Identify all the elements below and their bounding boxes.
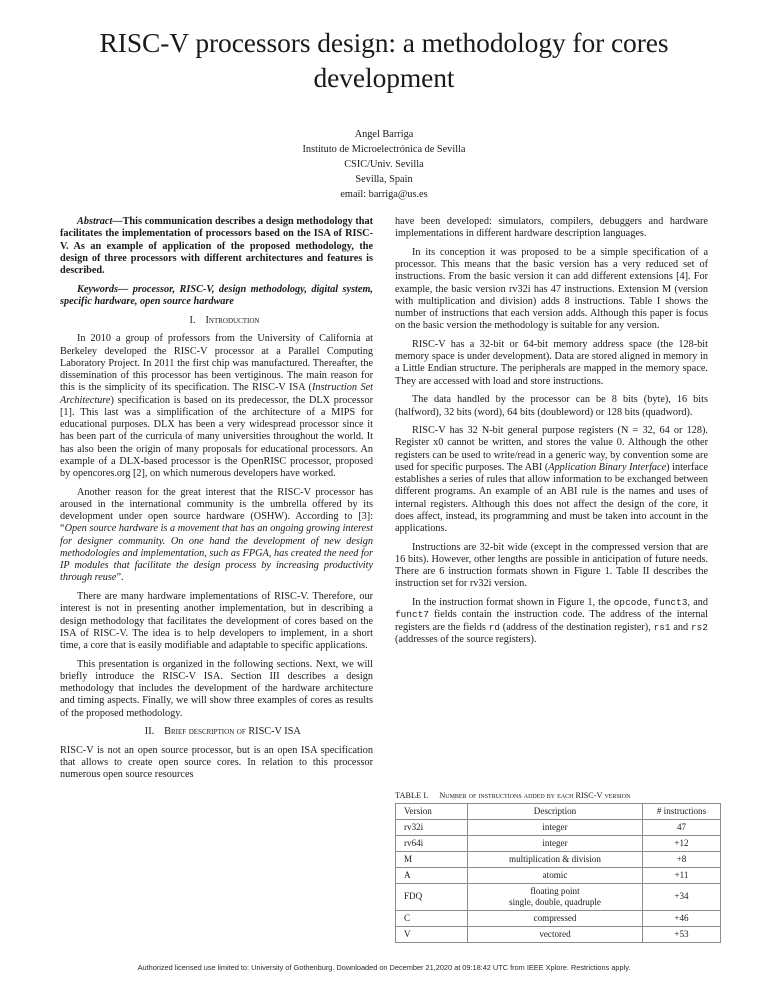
author-institute: Instituto de Microelectrónica de Sevilla (302, 144, 466, 156)
cell-version: rv32i (396, 819, 468, 835)
cell-version: M (396, 851, 468, 867)
paragraph-text-cont: ”. (116, 572, 124, 584)
cell-count: +34 (643, 883, 721, 910)
paragraph-section2-4: The data handled by the processor can be 8 bits (byte), 16 bits (halfword), 32 bits (word), 64 bits (doubleword) or 128 bits (quadword). (395, 394, 708, 418)
author-email: email: barriga@us.es (340, 189, 428, 201)
code-rs2: rs2 (690, 621, 709, 633)
column-header-version: Version (396, 803, 468, 819)
italic-application-binary-interface: Application Binary Interface (548, 461, 667, 473)
table-row (396, 910, 721, 926)
column-header-description: Description (468, 803, 643, 819)
paragraph-text: fields contain the instruction code. The address of the internal registers are the fields (395, 609, 708, 633)
cell-count: +11 (643, 867, 721, 883)
title-block (56, 26, 712, 95)
paragraph-intro-4: This presentation is organized in the following sections. Next, we will briefly introduce the RISC-V ISA. Section III describes a design methodology that includes the development of the hardware architecture and timing aspects. Finally, we will show three examples of cores as results of the proposed methodology. (60, 658, 373, 719)
author-block (56, 127, 712, 202)
paragraph-section2-7 (395, 597, 708, 646)
table-row (396, 819, 721, 835)
table-1-caption-tail: version (602, 791, 631, 800)
cell-count: +53 (643, 926, 721, 942)
column-right (395, 216, 708, 646)
paragraph-text: , and (687, 597, 708, 609)
paragraph-text: , (647, 597, 654, 609)
abstract-label: Abstract— (77, 216, 123, 227)
page-title: RISC-V processors design: a methodology for cores development (99, 27, 669, 93)
instructions-table (395, 803, 721, 943)
abstract-paragraph (60, 216, 373, 277)
keywords-paragraph (60, 284, 373, 309)
table-1-caption (395, 791, 708, 800)
table-row (396, 883, 721, 910)
code-funct3: funct3 (653, 597, 688, 609)
cell-description: integer (468, 819, 643, 835)
section-number: I. (189, 314, 196, 326)
cell-description-line2: single, double, quadruple (509, 896, 601, 907)
paragraph-text: Another reason for the great interest that the RISC-V processor has aroused in the international community is the umbrella offered by its development under open source hardware (OSHW). According to [3]: “ (60, 486, 373, 535)
cell-count: +8 (643, 851, 721, 867)
cell-description: vectored (468, 926, 643, 942)
table-row (396, 851, 721, 867)
author-name: Angel Barriga (354, 129, 414, 140)
code-opcode: opcode (613, 597, 648, 609)
table-1-caption-text: Number of instructions added by each (439, 791, 576, 800)
cell-count: +46 (643, 910, 721, 926)
paragraph-text-cont: ) specification is based on its predecessor, the DLX processor [1]. This last was a simplification of the architecture of a MIPS for educational purposes. DLX has been a very widespread processor since it has been part of the curricula of many universities throughout the world. It has also been the origin of many proposals for educational processors. An example of a DLX-based processor is the OpenRISC processor, proposed by opencores.org [2], on which numerous developers have worked. (60, 394, 373, 480)
cell-version: FDQ (396, 883, 468, 910)
cell-description: integer (468, 835, 643, 851)
paragraph-section2-3: RISC-V has a 32-bit or 64-bit memory address space (the 128-bit memory space is under development). Data are stored aligned in memory in a Little Endian structure. The peripherals are mapped in the memory space. They are accessed with load and store instructions. (395, 338, 708, 387)
paragraph-text: and (670, 621, 691, 633)
paragraph-section2-5 (395, 425, 708, 535)
paragraph-section2-6: Instructions are 32-bit wide (except in the compressed version that are 16 bits). However, other lengths are possible in anticipation of future needs. There are 6 instruction formats shown in Figure 1. Table II describes the instruction set for rv32i version. (395, 541, 708, 590)
table-header-row (396, 803, 721, 819)
paragraph-section2-1-cont: have been developed: simulators, compilers, debuggers and hardware implementations in different hardware description languages. (395, 216, 708, 240)
code-rs1: rs1 (653, 621, 671, 633)
cell-count: +12 (643, 835, 721, 851)
column-left (60, 216, 373, 782)
author-city: Sevilla, Spain (355, 174, 413, 186)
cell-description (468, 883, 643, 910)
table-1-label: TABLE I. (395, 791, 429, 800)
paragraph-text: RISC-V has 32 N-bit general purpose registers (N = 32, 64 or 128). Register x0 cannot be written, and stores the value 0. Although the other registers can be used to write/read in a generic way, by convention some are used for specific purposes. The ABI ( (395, 425, 708, 473)
paragraph-text: (addresses of the source registers). (395, 633, 537, 645)
table-row (396, 835, 721, 851)
paragraph-text: In 2010 a group of professors from the University of California at Berkeley developed the RISC-V processor at a Parallel Computing Laboratory Project. In 2011 the first chip was manufactured. Thereafter, the dissemination of this processor has been vertiginous. The main reason for this is the simplicity of its specification. The RISC-V ISA ( (60, 333, 373, 394)
cell-description: atomic (468, 867, 643, 883)
section-number: II. (144, 726, 155, 738)
paragraph-text-cont: ) interface establishes a series of rules that allow information to be exchanged between different programs. An example of an ABI rule is the names and uses of internal registers. Although this does not affect the design of the core, it does affect, instead, its programming and must be taken into account in the applications. (395, 461, 708, 535)
cell-count: 47 (643, 819, 721, 835)
paragraph-intro-2 (60, 487, 373, 585)
cell-version: A (396, 867, 468, 883)
code-funct7: funct7 (395, 609, 430, 621)
keywords-label: Keywords— (77, 283, 129, 295)
keywords-text: processor, RISC-V, design methodology, digital system, specific hardware, open source hardware (60, 283, 373, 308)
cell-description: multiplication & division (468, 851, 643, 867)
section-heading-brief-description (60, 726, 373, 738)
abstract-text: This communication describes a design methodology that facilitates the implementation of processors based on the ISA of RISC-V. As an example of application of the proposed methodology, the design of three processors with different architectures and features is described. (60, 216, 373, 277)
ieee-xplore-footer: Authorized licensed use limited to: University of Gothenburg. Downloaded on December 21,2020 at 09:18:42 UTC from IEEE Xplore. Restrictions apply. (137, 963, 631, 972)
section-title: Brief description of (164, 726, 249, 738)
column-header-instructions: # instructions (643, 803, 721, 819)
section-title: Introduction (205, 314, 260, 326)
paragraph-intro-3: There are many hardware implementations of RISC-V. Therefore, our interest is not in presenting another implementation, but in describing a design methodology that facilitates the development of cores based on the ISA of RISC-V. The idea is to help developers to implement, in a short time, a core that is easily modifiable and adaptable to specific applications. (60, 591, 373, 652)
paragraph-section2-2: In its conception it was proposed to be a simple specification of a processor. This means that the basic version has a very reduced set of instructions. From the basic version it can add different extensions [4]. For example, the basic version rv32i has 47 instructions. Extension M (version with multiplication and division) adds 8 instructions. Table I shows the number of instructions that each version adds. Although this paper is focus on the basic version the methodology is suitable for any version. (395, 246, 708, 332)
italic-quote-oshw: Open source hardware is a movement that has an ongoing growing interest for designer community. On one hand the development of new design methodologies and implementation, such as FPGA, has created the need for IP modules that facilitate the design process by increasing productivity through reuse (60, 523, 373, 584)
table-1-container (395, 791, 708, 943)
section-heading-introduction (60, 315, 373, 327)
section-title-caps: RISC-V ISA (248, 726, 301, 738)
paragraph-text: In the instruction format shown in Figure 1, the (412, 597, 614, 609)
code-rd: rd (488, 621, 500, 633)
paragraph-section2-1: RISC-V is not an open source processor, but is an open ISA specification that allows to create open source cores. In relation to this processor numerous open source resources (60, 744, 373, 781)
italic-instruction-set-architecture: Instruction Set Architecture (60, 382, 373, 406)
cell-description: compressed (468, 910, 643, 926)
table-row (396, 926, 721, 942)
cell-version: V (396, 926, 468, 942)
author-affiliation: CSIC/Univ. Sevilla (344, 159, 424, 171)
table-1-caption-caps: RISC-V (575, 791, 603, 800)
table-row (396, 867, 721, 883)
paragraph-text: (address of the destination register), (500, 621, 654, 633)
cell-description-line1: floating point (530, 885, 580, 896)
cell-version: rv64i (396, 835, 468, 851)
paragraph-intro-1 (60, 333, 373, 480)
cell-version: C (396, 910, 468, 926)
